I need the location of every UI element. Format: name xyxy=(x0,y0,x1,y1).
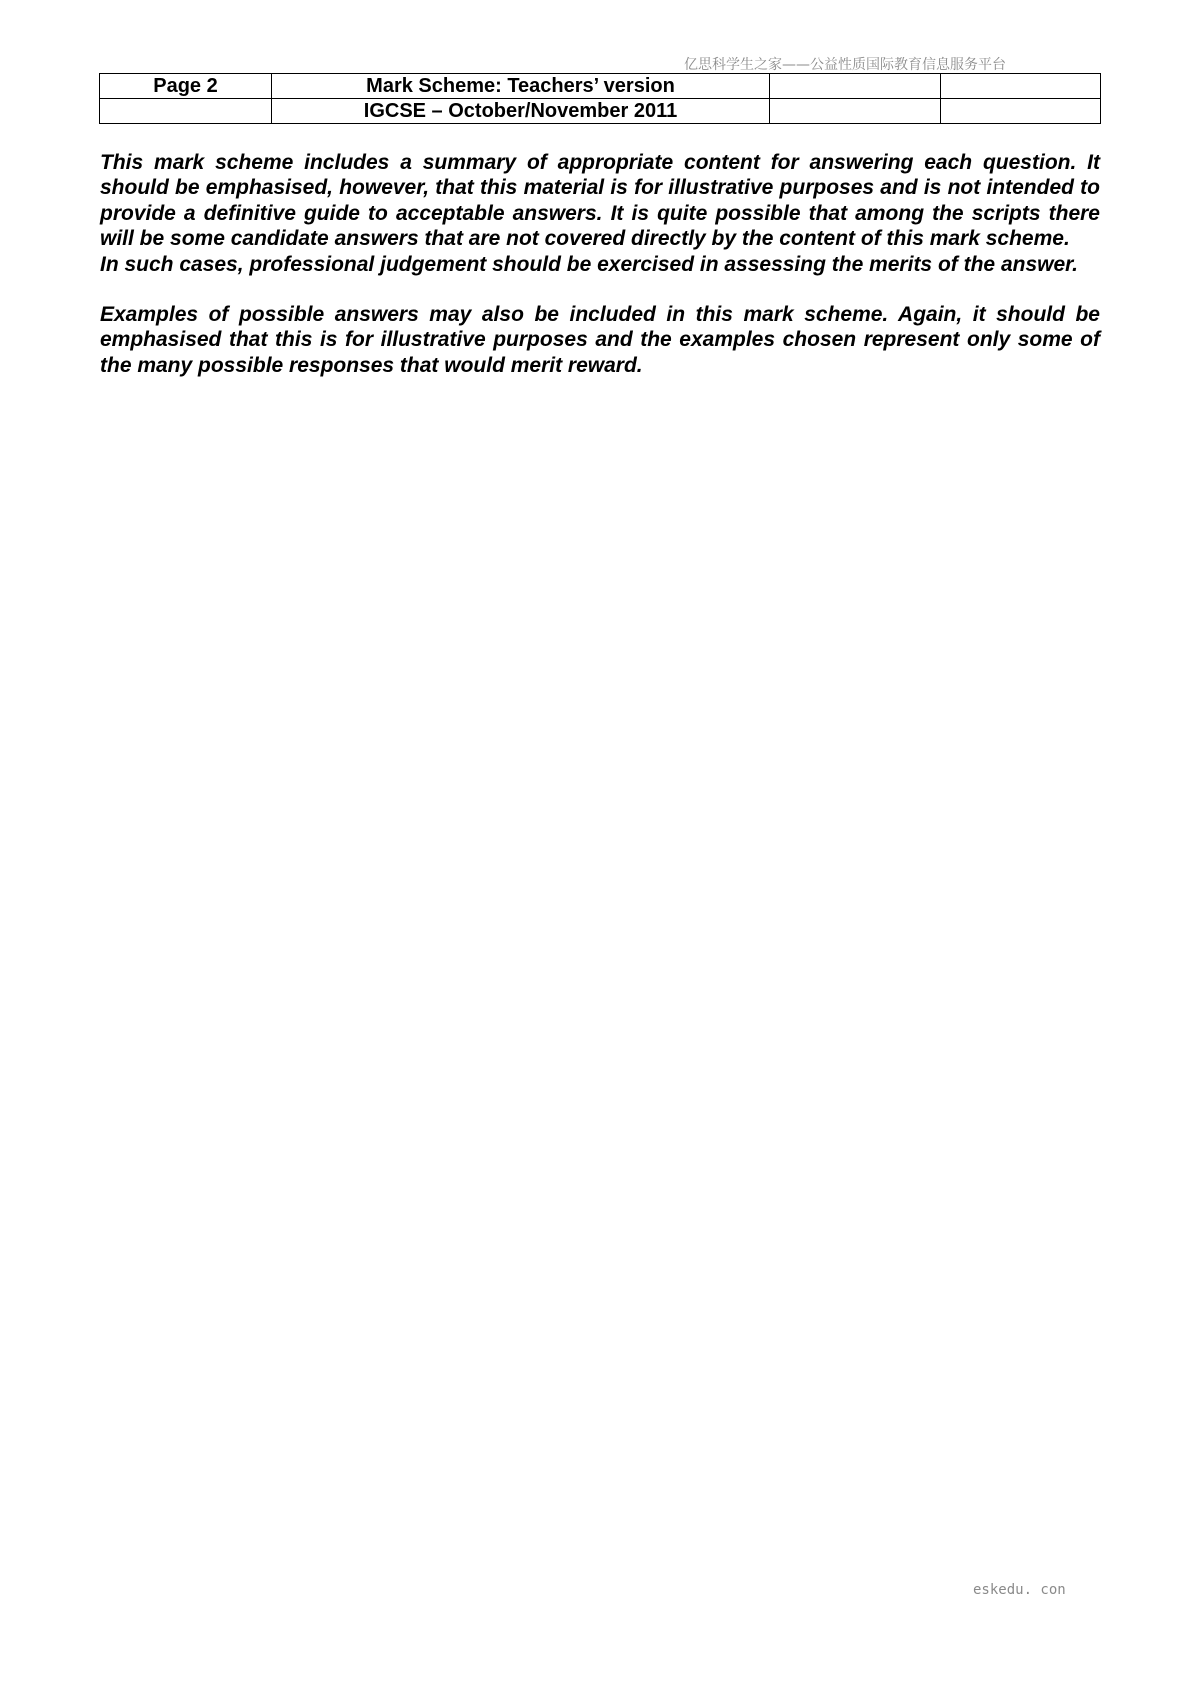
watermark-bottom: eskedu. con xyxy=(973,1582,1066,1598)
mark-scheme-title-cell: Mark Scheme: Teachers’ version xyxy=(272,74,770,99)
watermark-top: 亿思科学生之家——公益性质国际教育信息服务平台 xyxy=(684,57,1006,73)
paper-cell xyxy=(941,74,1101,99)
header-row xyxy=(100,99,1101,124)
empty-cell xyxy=(941,99,1101,124)
empty-cell xyxy=(770,99,941,124)
intro-paragraph: This mark scheme includes a summary of appropriate content for answering each question. It should be emphasised, however, that this material is for illustrative purposes and is not intended to provide a definitive guide to acceptable answers. It is quite possible that among the scripts there will be some candidate answers that are not covered directly by the content of this mark scheme. xyxy=(100,151,1100,251)
exam-session-cell: IGCSE – October/November 2011 xyxy=(272,99,770,124)
header-row xyxy=(100,74,1101,99)
intro-paragraph: Examples of possible answers may also be included in this mark scheme. Again, it should be emphasised that this is for illustrative purposes and the examples chosen represent only some of the many possible responses that would merit reward. xyxy=(100,303,1100,377)
empty-cell xyxy=(100,99,272,124)
header-table xyxy=(99,73,1101,124)
page-number-cell: Page 2 xyxy=(100,74,272,99)
intro-paragraph: In such cases, professional judgement should be exercised in assessing the merits of the answer. xyxy=(100,252,1078,276)
intro-text xyxy=(100,150,1100,378)
syllabus-cell xyxy=(770,74,941,99)
